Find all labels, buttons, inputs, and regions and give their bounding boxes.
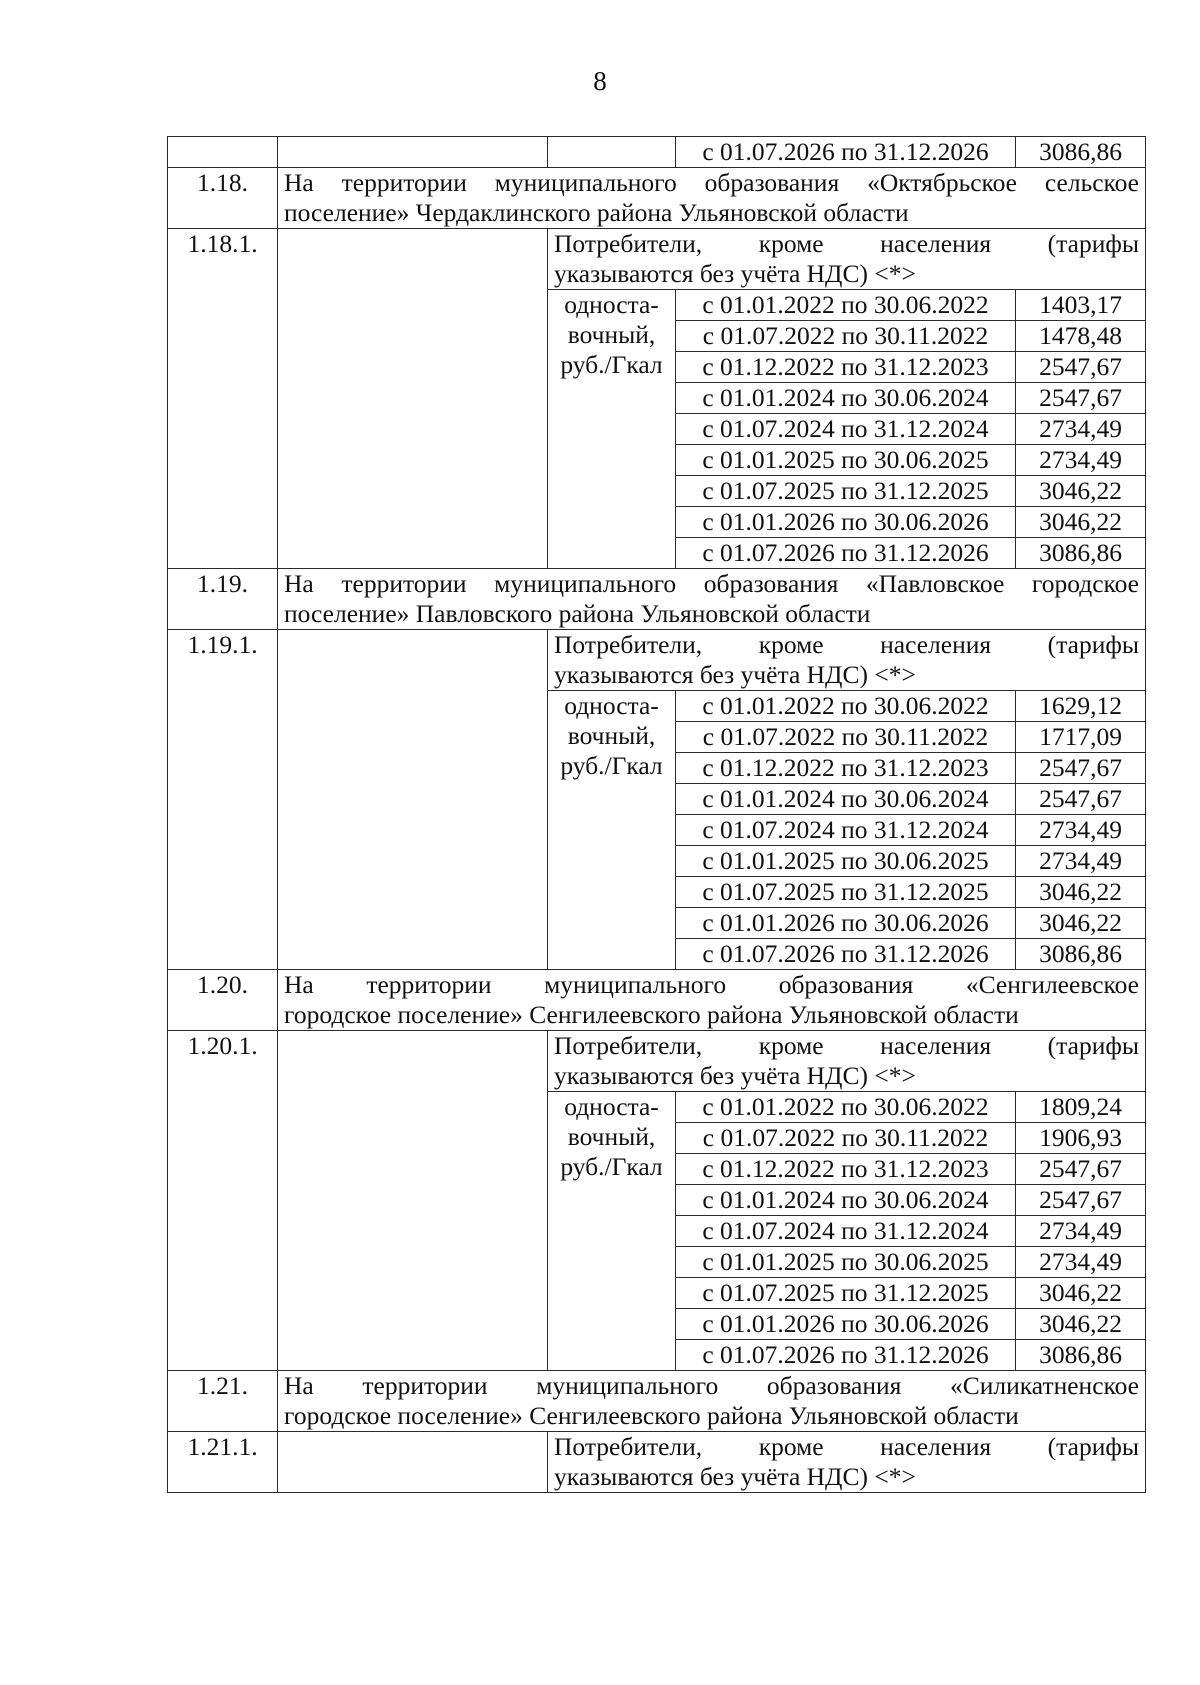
unit-line: односта-	[564, 1092, 659, 1121]
period-cell: с 01.01.2024 по 30.06.2024	[676, 1185, 1016, 1216]
value-cell: 1717,09	[1016, 722, 1146, 753]
value-cell: 2734,49	[1016, 815, 1146, 846]
name-cell	[278, 229, 548, 569]
period-cell: с 01.07.2024 по 31.12.2024	[676, 1216, 1016, 1247]
period-cell: с 01.12.2022 по 31.12.2023	[676, 1154, 1016, 1185]
period-cell: с 01.01.2025 по 30.06.2025	[676, 445, 1016, 476]
unit-line: руб./Гкал	[560, 751, 663, 780]
page-number: 8	[593, 66, 607, 96]
name-cell	[278, 1432, 548, 1493]
text-line: указываются без учёта НДС) <*>	[554, 1462, 916, 1491]
period-cell: с 01.01.2024 по 30.06.2024	[676, 784, 1016, 815]
subsection-number: 1.21.1.	[168, 1432, 278, 1493]
consumers-description	[548, 630, 1146, 691]
value-cell: 2734,49	[1016, 414, 1146, 445]
value-cell: 3086,86	[1016, 939, 1146, 970]
value-cell: 2734,49	[1016, 1216, 1146, 1247]
value-cell: 3046,22	[1016, 1278, 1146, 1309]
section-number: 1.20.	[168, 970, 278, 1031]
value-cell: 1906,93	[1016, 1123, 1146, 1154]
period-cell: с 01.07.2025 по 31.12.2025	[676, 877, 1016, 908]
text-line: На территории муниципального образования «Сенгилеевское	[284, 970, 1139, 999]
tariff-table	[167, 136, 1146, 1493]
period-cell: с 01.07.2024 по 31.12.2024	[676, 414, 1016, 445]
section-row	[168, 970, 1146, 1031]
period-cell: с 01.07.2022 по 30.11.2022	[676, 722, 1016, 753]
period-cell: с 01.01.2026 по 30.06.2026	[676, 908, 1016, 939]
text-line: На территории муниципального образования «Октябрьское сельское	[284, 168, 1139, 197]
value-cell: 2734,49	[1016, 445, 1146, 476]
value-cell: 1809,24	[1016, 1092, 1146, 1123]
value-cell: 3046,22	[1016, 908, 1146, 939]
unit-line: вочный,	[567, 320, 656, 349]
text-line: Потребители, кроме населения (тарифы	[554, 1031, 1139, 1060]
value-cell: 3086,86	[1016, 538, 1146, 569]
text-line: На территории муниципального образования «Павловское городское	[284, 569, 1139, 598]
unit-line: вочный,	[567, 1122, 656, 1151]
section-row	[168, 168, 1146, 229]
unit-cell	[548, 1092, 676, 1371]
section-row	[168, 1371, 1146, 1432]
section-title	[278, 970, 1146, 1031]
period-cell: с 01.07.2022 по 30.11.2022	[676, 321, 1016, 352]
unit-line: руб./Гкал	[560, 1152, 663, 1181]
period-cell: с 01.01.2022 по 30.06.2022	[676, 691, 1016, 722]
period-cell: с 01.07.2026 по 31.12.2026	[676, 939, 1016, 970]
value-cell: 3086,86	[1016, 1340, 1146, 1371]
section-title	[278, 569, 1146, 630]
value-cell: 3086,86	[1016, 137, 1146, 168]
value-cell: 1478,48	[1016, 321, 1146, 352]
unit-cell	[548, 290, 676, 569]
value-cell: 2547,67	[1016, 1154, 1146, 1185]
period-cell: с 01.12.2022 по 31.12.2023	[676, 352, 1016, 383]
consumers-row	[168, 1432, 1146, 1493]
value-cell: 3046,22	[1016, 877, 1146, 908]
text-line: городское поселение» Сенгилеевского района Ульяновской области	[284, 1401, 1019, 1430]
section-title	[278, 168, 1146, 229]
period-cell: с 01.07.2026 по 31.12.2026	[676, 1340, 1016, 1371]
period-cell: с 01.01.2025 по 30.06.2025	[676, 846, 1016, 877]
subsection-number: 1.20.1.	[168, 1031, 278, 1371]
period-cell: с 01.01.2025 по 30.06.2025	[676, 1247, 1016, 1278]
section-title	[278, 1371, 1146, 1432]
value-cell: 3046,22	[1016, 1309, 1146, 1340]
consumers-row	[168, 630, 1146, 691]
value-cell: 2734,49	[1016, 846, 1146, 877]
period-cell: с 01.01.2026 по 30.06.2026	[676, 1309, 1016, 1340]
unit-line: односта-	[564, 691, 659, 720]
subsection-number: 1.18.1.	[168, 229, 278, 569]
unit-line: руб./Гкал	[560, 350, 663, 379]
consumers-row	[168, 1031, 1146, 1092]
period-cell: с 01.07.2024 по 31.12.2024	[676, 815, 1016, 846]
period-cell: с 01.07.2026 по 31.12.2026	[676, 538, 1016, 569]
consumers-description	[548, 229, 1146, 290]
value-cell: 1629,12	[1016, 691, 1146, 722]
value-cell: 2547,67	[1016, 383, 1146, 414]
text-line: Потребители, кроме населения (тарифы	[554, 630, 1139, 659]
name-cell	[278, 630, 548, 970]
text-line: Потребители, кроме населения (тарифы	[554, 229, 1139, 258]
value-cell: 2547,67	[1016, 753, 1146, 784]
value-cell: 1403,17	[1016, 290, 1146, 321]
value-cell: 2547,67	[1016, 784, 1146, 815]
continuation-row	[168, 137, 1146, 168]
text-line: указываются без учёта НДС) <*>	[554, 1061, 916, 1090]
section-number: 1.19.	[168, 569, 278, 630]
consumers-description	[548, 1432, 1146, 1493]
text-line: поселение» Павловского района Ульяновской области	[284, 599, 871, 628]
value-cell: 2547,67	[1016, 1185, 1146, 1216]
name-cell	[278, 1031, 548, 1371]
period-cell: с 01.07.2025 по 31.12.2025	[676, 1278, 1016, 1309]
name-cell	[278, 137, 548, 168]
value-cell: 3046,22	[1016, 476, 1146, 507]
period-cell: с 01.07.2025 по 31.12.2025	[676, 476, 1016, 507]
period-cell: с 01.07.2026 по 31.12.2026	[676, 137, 1016, 168]
value-cell: 3046,22	[1016, 507, 1146, 538]
text-line: указываются без учёта НДС) <*>	[554, 259, 916, 288]
section-number: 1.18.	[168, 168, 278, 229]
text-line: поселение» Чердаклинского района Ульяновской области	[284, 198, 909, 227]
section-row	[168, 569, 1146, 630]
unit-cell	[548, 691, 676, 970]
consumers-description	[548, 1031, 1146, 1092]
text-line: указываются без учёта НДС) <*>	[554, 660, 916, 689]
unit-line: односта-	[564, 290, 659, 319]
text-line: На территории муниципального образования «Силикатненское	[284, 1371, 1139, 1400]
text-line: городское поселение» Сенгилеевского района Ульяновской области	[284, 1000, 1019, 1029]
section-number: 1.21.	[168, 1371, 278, 1432]
period-cell: с 01.07.2022 по 30.11.2022	[676, 1123, 1016, 1154]
period-cell: с 01.12.2022 по 31.12.2023	[676, 753, 1016, 784]
unit-cell	[548, 137, 676, 168]
period-cell: с 01.01.2022 по 30.06.2022	[676, 1092, 1016, 1123]
unit-line: вочный,	[567, 721, 656, 750]
number-cell	[168, 137, 278, 168]
consumers-row	[168, 229, 1146, 290]
value-cell: 2547,67	[1016, 352, 1146, 383]
period-cell: с 01.01.2022 по 30.06.2022	[676, 290, 1016, 321]
subsection-number: 1.19.1.	[168, 630, 278, 970]
value-cell: 2734,49	[1016, 1247, 1146, 1278]
tariff-table-body	[168, 137, 1146, 1493]
period-cell: с 01.01.2024 по 30.06.2024	[676, 383, 1016, 414]
period-cell: с 01.01.2026 по 30.06.2026	[676, 507, 1016, 538]
text-line: Потребители, кроме населения (тарифы	[554, 1432, 1139, 1461]
